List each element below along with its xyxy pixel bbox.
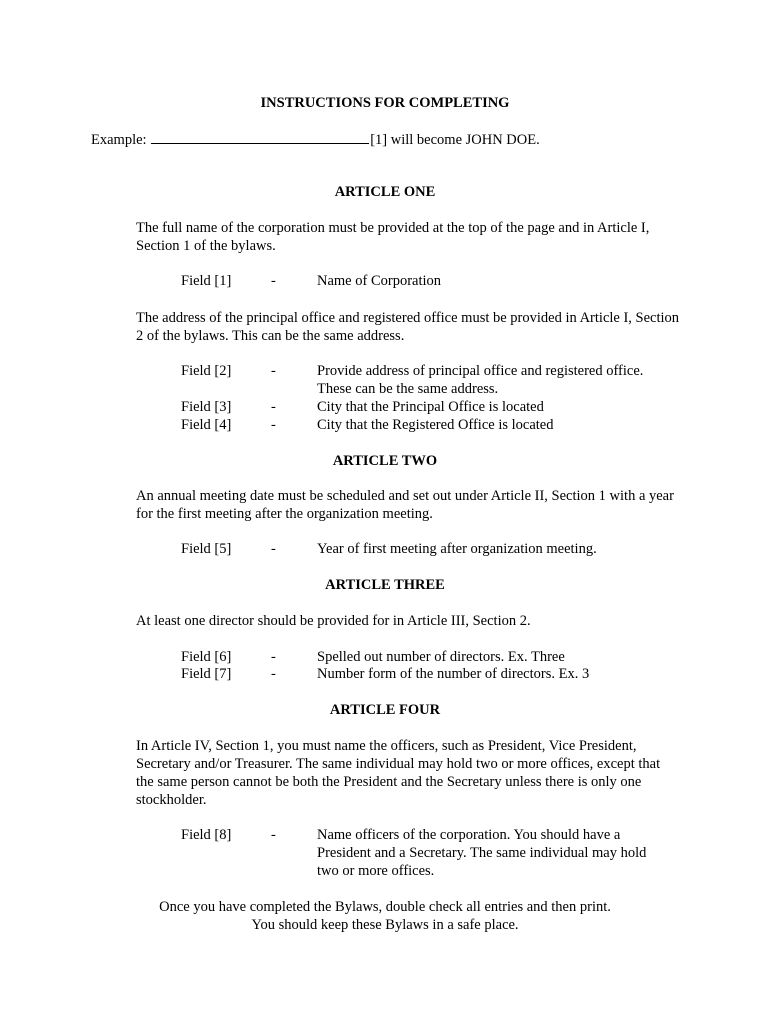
field-1-dash: - <box>271 273 276 289</box>
field-2-description: Provide address of principal office and registered office. These can be the same address. <box>317 363 644 397</box>
example-prefix: Example: <box>91 132 147 148</box>
field-8-description: Name officers of the corporation. You should have a President and a Secretary. The same individual may hold two or more offices. <box>317 827 647 879</box>
field-1-label: Field [1] <box>181 273 232 289</box>
field-2-dash: - <box>271 363 276 379</box>
field-4-description: City that the Registered Office is located <box>317 417 554 433</box>
field-2-label: Field [2] <box>181 363 232 379</box>
field-7-dash: - <box>271 666 276 682</box>
article-one-paragraph-1: The full name of the corporation must be provided at the top of the page and in Article I, Section 1 of the bylaws. <box>136 220 650 254</box>
field-4-label: Field [4] <box>181 417 232 433</box>
field-6-dash: - <box>271 649 276 665</box>
closing-line-2: You should keep these Bylaws in a safe place. <box>251 917 519 933</box>
example-suffix: [1] will become JOHN DOE. <box>370 132 540 148</box>
field-3-description: City that the Principal Office is located <box>317 399 544 415</box>
field-1-description: Name of Corporation <box>317 273 442 289</box>
page-title: INSTRUCTIONS FOR COMPLETING <box>260 95 510 111</box>
article-four-heading: ARTICLE FOUR <box>329 702 441 718</box>
field-6-label: Field [6] <box>181 649 232 665</box>
closing-line-1: Once you have completed the Bylaws, double check all entries and then print. <box>159 899 611 915</box>
field-4-dash: - <box>271 417 276 433</box>
example-blank-line <box>151 130 369 144</box>
field-3-dash: - <box>271 399 276 415</box>
field-8-label: Field [8] <box>181 827 232 843</box>
article-two-paragraph: An annual meeting date must be scheduled and set out under Article II, Section 1 with a year for the first meeting after the organization meeting. <box>136 488 674 522</box>
article-two-heading: ARTICLE TWO <box>332 453 438 469</box>
field-5-label: Field [5] <box>181 541 232 557</box>
field-8-dash: - <box>271 827 276 843</box>
field-7-label: Field [7] <box>181 666 232 682</box>
field-6-description: Spelled out number of directors. Ex. Three <box>317 649 565 665</box>
article-one-heading: ARTICLE ONE <box>334 184 436 200</box>
example-line <box>91 130 540 149</box>
article-one-paragraph-2: The address of the principal office and registered office must be provided in Article I, Section 2 of the bylaws. This can be the same address. <box>136 310 680 344</box>
field-7-description: Number form of the number of directors. Ex. 3 <box>317 666 590 682</box>
field-5-description: Year of first meeting after organization meeting. <box>317 541 597 557</box>
field-3-label: Field [3] <box>181 399 232 415</box>
article-three-paragraph: At least one director should be provided for in Article III, Section 2. <box>136 613 531 629</box>
article-three-heading: ARTICLE THREE <box>325 577 445 593</box>
field-5-dash: - <box>271 541 276 557</box>
article-four-paragraph: In Article IV, Section 1, you must name the officers, such as President, Vice President, Secretary and/or Treasurer. The same individual may hold two or more offices, except that the same person cannot be both the President and the Secretary unless there is only one stockholder. <box>136 738 661 808</box>
